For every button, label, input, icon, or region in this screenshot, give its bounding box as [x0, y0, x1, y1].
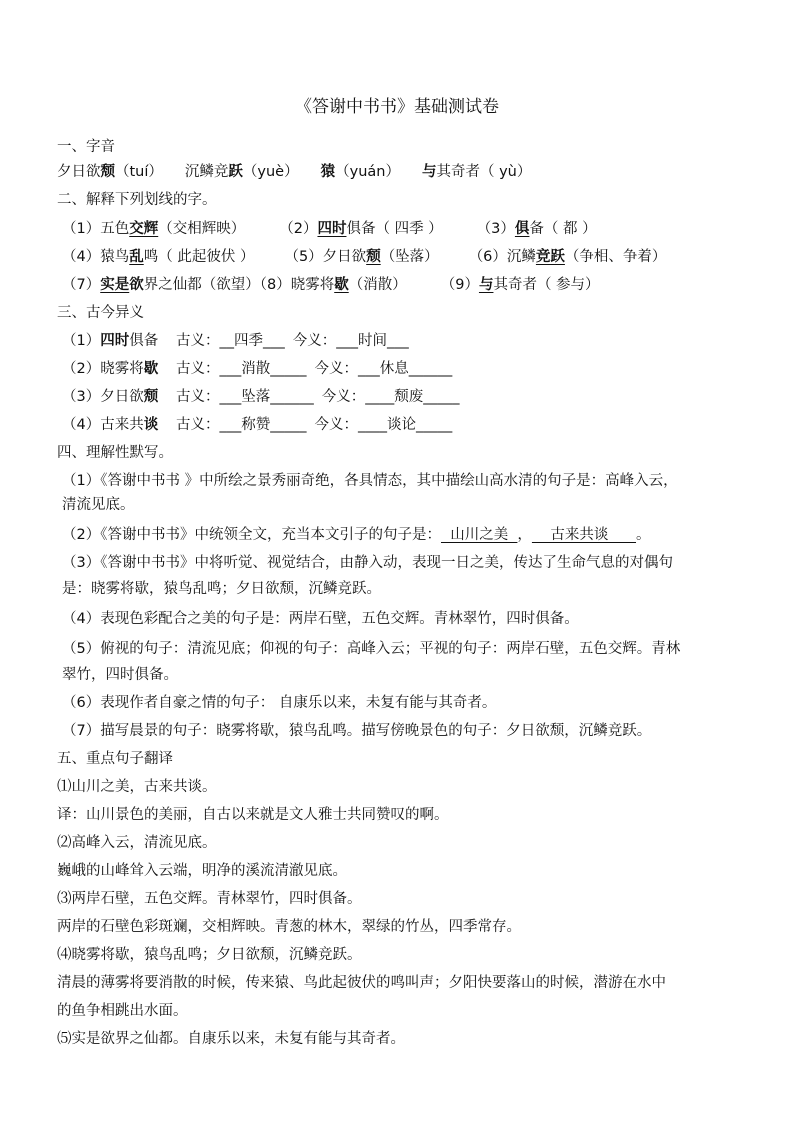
- ancient-label: 古义：: [176, 389, 220, 405]
- section-1-heading: 一、字音: [57, 139, 115, 155]
- key-char: 歇: [143, 361, 159, 377]
- translation-source: ⑵高峰入云，清流见底。: [57, 835, 217, 851]
- modern-label: 今义：: [292, 333, 337, 349]
- vocab-row-2: [62, 246, 666, 268]
- phrase-text: 鸣: [143, 249, 159, 265]
- item-number: （4）古来共: [62, 417, 144, 433]
- ancient-meaning: ___消散_____: [219, 361, 307, 377]
- phrase-text: 其奇者: [493, 277, 537, 293]
- modern-label: 今义：: [314, 417, 358, 433]
- modern-label: 今义：: [314, 361, 358, 377]
- key-char: 谈: [143, 417, 159, 433]
- recall-question: （5）俯视的句子：清流见底；仰视的句子：高峰入云；平视的句子：两岸石壁，五色交辉。青林: [62, 641, 681, 657]
- modern-meaning: ___时间___: [336, 333, 409, 349]
- modern-meaning: ____谈论_____: [358, 417, 453, 433]
- ancient-meaning: __四季___: [219, 333, 285, 349]
- item-number: （4）猿鸟: [62, 249, 130, 265]
- recall-question: （7）描写晨景的句子：晓雾将歇，猿鸟乱鸣。描写傍晚景色的句子：夕日欲颓，沉鳞竞跃。: [62, 723, 652, 739]
- ancient-label: 古义：: [176, 417, 220, 433]
- key-char: 跃: [228, 164, 243, 180]
- phrase-text: 夕日欲: [57, 164, 101, 180]
- item-number: （1）: [62, 333, 101, 349]
- recall-question: （1）《答谢中书书 》中所绘之景秀丽奇绝，各具情态，其中描绘山高水清的句子是：高峰入云，: [62, 473, 678, 489]
- phrase-text: 界之仙都: [143, 277, 202, 293]
- phrase-text: 俱备: [129, 333, 159, 349]
- meaning: （坠落）: [380, 249, 439, 265]
- section-4-heading: 四、理解性默写。: [57, 445, 173, 461]
- item-number: （3）夕日欲: [62, 389, 144, 405]
- question-text: ，: [517, 527, 532, 543]
- vocab-row-3: [62, 274, 600, 296]
- question-text: （2）《答谢中书书》中统领全文，充当本文引子的句子是：: [62, 527, 441, 543]
- phrase-text: 其奇者: [436, 164, 480, 180]
- pinyin: （tuí）: [115, 164, 163, 180]
- key-char: 颓: [143, 389, 159, 405]
- translation-text: 清晨的薄雾将要消散的时候，传来猿、鸟此起彼伏的鸣叫声；夕阳快要落山的时候，潜游在水中: [57, 975, 666, 991]
- underlined-word: 交辉: [129, 221, 159, 237]
- meaning: （消散）: [348, 277, 407, 293]
- recall-question: （3）《答谢中书书》中将听觉、视觉结合，由静入动，表现一日之美，传达了生命气息的对偶句: [62, 555, 673, 571]
- translation-source: ⑸实是欲界之仙都。自康乐以来，未复有能与其奇者。: [57, 1031, 405, 1047]
- recall-question: [62, 524, 651, 546]
- ancient-label: 古义：: [176, 333, 220, 349]
- ancient-meaning: ___坠落______: [219, 389, 314, 405]
- meaning: （ 此起彼伏 ）: [158, 249, 255, 265]
- key-char: 猿: [320, 164, 336, 180]
- vocab-row-1: [62, 218, 597, 240]
- meaning: （争相、争着）: [564, 249, 667, 265]
- underlined-word: 乱: [129, 249, 144, 265]
- phrase-text: 备: [529, 221, 544, 237]
- underlined-word: 歇: [334, 277, 349, 293]
- meaning-row: [62, 386, 460, 408]
- meaning: （ 都 ）: [543, 221, 597, 237]
- meaning-row: [62, 414, 452, 436]
- translation-text: 两岸的石壁色彩斑斓，交相辉映。青葱的林木，翠绿的竹丛，四季常存。: [57, 919, 521, 935]
- underlined-word: 俱: [514, 221, 530, 237]
- translation-source: ⑷晓雾将歇，猿鸟乱鸣；夕日欲颓，沉鳞竞跃。: [57, 947, 362, 963]
- answer-blank: 山川之美: [440, 527, 518, 543]
- ancient-meaning: ___称赞_____: [219, 417, 307, 433]
- item-number: （1）五色: [62, 221, 130, 237]
- translation-source: ⑶两岸石壁，五色交辉。青林翠竹，四时俱备。: [57, 891, 362, 907]
- modern-meaning: ____颓废_____: [365, 389, 460, 405]
- answer-blank: 古来共谈: [531, 527, 637, 543]
- section-5-heading: 五、重点句子翻译: [57, 751, 173, 767]
- translation-text-cont: 的鱼争相跳出水面。: [57, 1003, 188, 1019]
- section-2-heading: 二、解释下列划线的字。: [57, 192, 217, 208]
- meaning-row: [62, 330, 409, 352]
- pinyin: （yuán）: [335, 164, 400, 180]
- key-char: 欲: [129, 277, 144, 293]
- underlined-word: 实是: [100, 277, 130, 293]
- pinyin: （ yù）: [479, 164, 532, 180]
- question-text: 。: [636, 527, 651, 543]
- modern-label: 今义：: [321, 389, 366, 405]
- recall-question-cont: 清流见底。: [62, 497, 135, 513]
- meaning: （ 参与）: [536, 277, 600, 293]
- phrase-text: 俱备: [346, 221, 376, 237]
- item-number: （2）晓雾将: [62, 361, 144, 377]
- meaning: （交相辉映）: [158, 221, 246, 237]
- underlined-word: 四时: [317, 221, 347, 237]
- key-char: 颓: [100, 164, 115, 180]
- key-char: 四时: [100, 333, 130, 349]
- page-title: 《答谢中书书》基础测试卷: [295, 97, 499, 117]
- item-number: （9）: [440, 277, 479, 293]
- pinyin: （yuè）: [242, 164, 299, 180]
- item-number: （8）晓雾将: [259, 277, 335, 293]
- recall-question: （6）表现作者自豪之情的句子： 自康乐以来，未复有能与其奇者。: [62, 695, 497, 711]
- item-number: （2）: [279, 221, 318, 237]
- recall-question-cont: 是：晓雾将歇，猿鸟乱鸣；夕日欲颓，沉鳞竞跃。: [62, 581, 381, 597]
- underlined-word: 颓: [366, 249, 381, 265]
- underlined-word: 竞跃: [535, 249, 565, 265]
- item-number: （5）夕日欲: [284, 249, 367, 265]
- item-number: （3）: [476, 221, 515, 237]
- underlined-word: 与: [478, 277, 494, 293]
- translation-text: 译：山川景色的美丽，自古以来就是文人雅士共同赞叹的啊。: [57, 807, 449, 823]
- ancient-label: 古义：: [176, 361, 220, 377]
- meaning: （ 四季 ）: [375, 221, 443, 237]
- translation-text: 巍峨的山峰耸入云端，明净的溪流清澈见底。: [57, 863, 347, 879]
- section-3-heading: 三、古今异义: [57, 305, 144, 321]
- item-number: （7）: [62, 277, 101, 293]
- pronunciation-line: [57, 161, 531, 183]
- key-char: 与: [421, 164, 437, 180]
- recall-question-cont: 翠竹，四时俱备。: [62, 667, 178, 683]
- meaning-row: [62, 358, 452, 380]
- phrase-text: 沉鳞竞: [184, 164, 229, 180]
- item-number: （6）沉鳞: [468, 249, 536, 265]
- meaning: （欲望）: [201, 277, 260, 293]
- translation-source: ⑴山川之美，古来共谈。: [57, 779, 217, 795]
- recall-question: （4）表现色彩配合之美的句子是：两岸石壁，五色交辉。青林翠竹，四时俱备。: [62, 611, 579, 627]
- modern-meaning: ___休息______: [358, 361, 453, 377]
